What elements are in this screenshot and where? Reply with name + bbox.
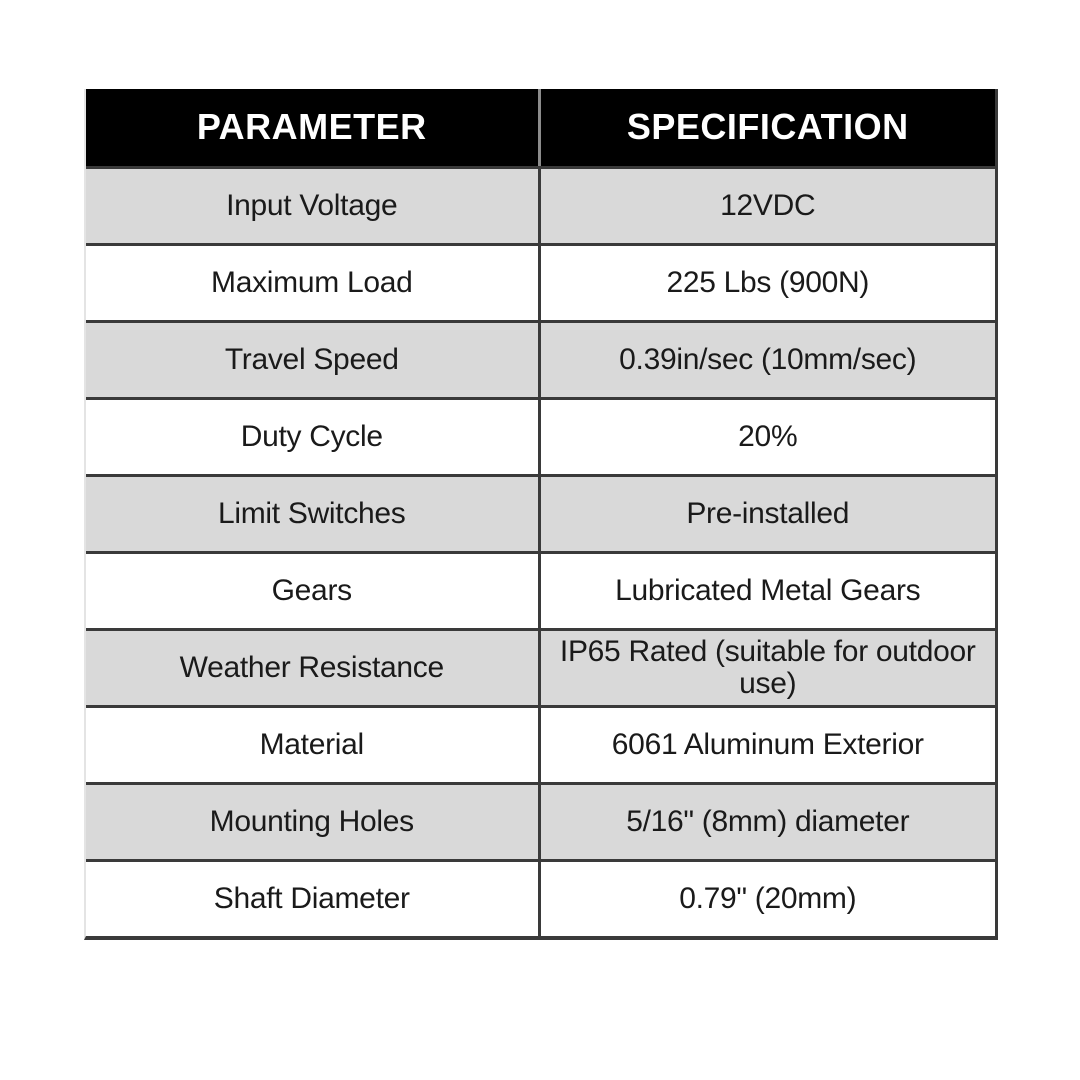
- cell-specification: Pre-installed: [686, 496, 850, 530]
- cell-parameter: Input Voltage: [86, 169, 541, 243]
- table-row: [86, 474, 995, 551]
- cell-parameter: Travel Speed: [86, 323, 541, 397]
- header-cell-specification: SPECIFICATION: [626, 106, 909, 148]
- cell-specification: 225 Lbs (900N): [666, 265, 870, 299]
- cell-specification: 5/16" (8mm) diameter: [626, 804, 910, 838]
- cell-parameter: Weather Resistance: [86, 631, 541, 705]
- cell-specification: 12VDC: [720, 188, 816, 222]
- cell-parameter: Maximum Load: [86, 246, 541, 320]
- table-row: [86, 705, 995, 782]
- table-body: [86, 166, 995, 936]
- cell-specification: 0.39in/sec (10mm/sec): [619, 342, 917, 376]
- table-row: [86, 397, 995, 474]
- table-header-row: [86, 89, 995, 166]
- table-row: [86, 166, 995, 243]
- table-row: [86, 859, 995, 936]
- cell-parameter: Gears: [86, 554, 541, 628]
- table-row: [86, 243, 995, 320]
- table-row: [86, 628, 995, 705]
- header-cell-parameter: PARAMETER: [86, 89, 541, 166]
- cell-parameter: Shaft Diameter: [86, 862, 541, 936]
- cell-parameter: Duty Cycle: [86, 400, 541, 474]
- spec-table: [84, 89, 998, 940]
- cell-parameter: Material: [86, 708, 541, 782]
- cell-parameter: Limit Switches: [86, 477, 541, 551]
- table-row: [86, 551, 995, 628]
- cell-specification: 6061 Aluminum Exterior: [611, 727, 924, 761]
- table-row: [86, 320, 995, 397]
- table-row: [86, 782, 995, 859]
- cell-specification: 0.79" (20mm): [679, 881, 857, 915]
- cell-specification: 20%: [738, 419, 798, 453]
- cell-parameter: Mounting Holes: [86, 785, 541, 859]
- cell-specification: IP65 Rated (suitable for outdoor use): [559, 634, 976, 700]
- cell-specification: Lubricated Metal Gears: [615, 573, 921, 607]
